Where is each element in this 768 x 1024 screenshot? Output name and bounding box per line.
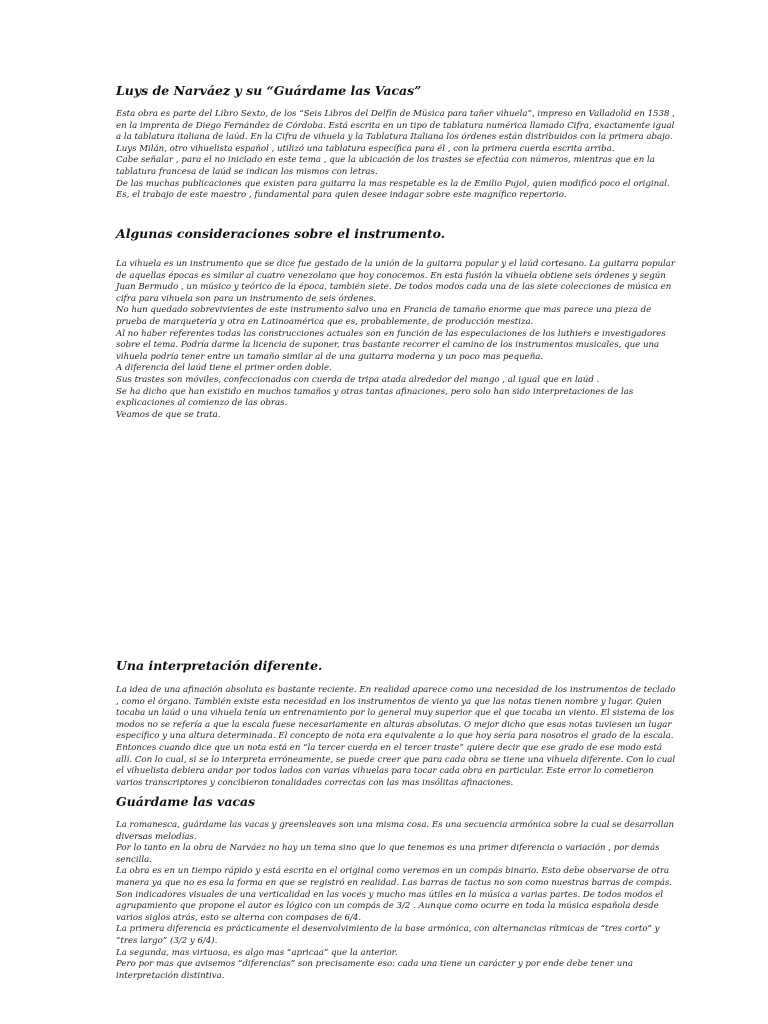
paragraph: A diferencia del laúd tiene el primer orden doble. <box>116 363 332 374</box>
section-body <box>116 820 676 982</box>
paragraph: La obra es en un tiempo rápido y está escrita en el original como veremos en un compás binario. Esto debe observarse de otra manera ya que no es esa la forma en que se registró en realidad. Las barras de tactus no son como nuestras barras de compás. Son indicadores visuales de una verticalidad en las voces y mucho mas útiles en la música a varias partes. De todos modos el agrupamiento que propone el autor es lógico con un compás de 3/2 . Aunque como ocurre en toda la música española desde varios siglos atrás, esto se alterna con compases de 6/4. <box>116 866 672 923</box>
section-heading: Una interpretación diferente. <box>116 658 323 673</box>
paragraph: La vihuela es un instrumento que se dice fue gestado de la unión de la guitarra popular y el laúd cortesano. La guitarra popular de aquellas épocas es similar al cuatro venezolano que hoy conocemos. En esta fusión la vihuela obtiene seis órdenes y según Juan Bermudo , un músico y teórico de la época, también siete. De todos modos cada una de las siete colecciones de música en cifra para vihuela son para un instrumento de seis órdenes. <box>116 259 675 304</box>
paragraph: Al no haber referentes todas las construcciones actuales son en función de las especulaciones de los luthiers e investigadores sobre el tema. Podría darme la licencia de suponer, tras bastante recorrer el camino de los instrumentos musicales, que una vihuela podría tener entre un tamaño similar al de una guitarra moderna y un poco mas pequeña. <box>116 328 666 362</box>
paragraph: Por lo tanto en la obra de Narváez no hay un tema sino que lo que tenemos es una primer diferencia o variación , por demás sencilla. <box>116 843 660 865</box>
section-different-interpretation <box>116 658 676 789</box>
paragraph: Sus trastes son móviles, confeccionados con cuerda de tripa atada alrededor del mango , al igual que en laúd . <box>116 374 600 385</box>
section-heading: Algunas consideraciones sobre el instrumento. <box>116 226 446 241</box>
paragraph: Pero por mas que avisemos “diferencias” son precisamente eso: cada una tiene un carácter y por ende debe tener una interpretación distintiva. <box>116 959 633 981</box>
paragraph: Se ha dicho que han existido en muchos tamaños y otras tantas afinaciones, pero solo han sido interpretaciones de las explicaciones al comienzo de las obras. <box>116 386 634 409</box>
paragraph: Esta obra es parte del Libro Sexto, de los “Seis Libros del Delfín de Música para tañer vihuela”, impreso en Valladolid en 1538 , en la imprenta de Diego Fernández de Córdoba. Está escrita en un tipo de tablatura numérica llamado Cifra, exactamente igual a la tablatura italiana de laúd. En la Cifra de vihuela y la Tablatura Italiana los órdenes están distribuidos con la primera abajo. Luys Milán, otro vihuelista español , utilizó una tablatura específica para él , con la primera cuerda escrita arriba. <box>116 109 675 154</box>
paragraph: De las muchas publicaciones que existen para guitarra la mas respetable es la de Emilio Pujol, quien modificó poco el original. Es, el trabajo de este maestro , fundamental para quien desee indagar sobre este magnífico repertorio. <box>116 178 670 201</box>
paragraph: La primera diferencia es prácticamente el desenvolvimiento de la base armónica, con alternancias rítmicas de “tres corto” y “tres largo” (3/2 y 6/4). <box>116 924 660 946</box>
paragraph: La segunda, mas virtuosa, es algo mas “apricaa” que la anterior. <box>116 947 398 958</box>
section-heading: Guárdame las vacas <box>116 794 256 809</box>
section-body <box>116 259 676 421</box>
paragraph: La romanesca, guárdame las vacas y greensleaves son una misma cosa. Es una secuencia armónica sobre la cual se desarrollan diversas melodías. <box>116 820 675 842</box>
paragraph: Cabe señalar , para el no iniciado en este tema , que la ubicación de los trastes se efectúa con números, mientras que en la tablatura francesa de laúd se indican los mismos con letras. <box>116 155 655 177</box>
section-body <box>116 685 676 789</box>
section-heading: Luys de Narváez y su “Guárdame las Vacas” <box>116 83 422 98</box>
section-narvaez-intro <box>116 83 676 202</box>
section-body <box>116 109 676 202</box>
paragraph: Veamos de que se trata. <box>116 409 221 420</box>
section-guardame-las-vacas <box>116 794 676 982</box>
section-instrument-considerations <box>116 226 676 421</box>
paragraph: La idea de una afinación absoluta es bastante reciente. En realidad aparece como una necesidad de los instrumentos de teclado , como el órgano. También existe esta necesidad en los instrumentos de viento ya que las notas tienen nombre y lugar. Quien tocaba un laúd o una vihuela tenía un entrenamiento por lo general muy superior que el que tocaba un viento. El sistema de los modos no se refería a que la escala fuese necesariamente en alturas absolutas. O mejor dicho que esas notas tuviesen un lugar específico y una altura determinada. El concepto de nota era equivalente a lo que hoy sería para nosotros el grado de la escala. Entonces cuando dice que un nota está en “la tercer cuerda en el tercer traste” quiere decir que ese grado de ese modo está allí. Con lo cual, si se lo interpreta erróneamente, se puede creer que para cada obra se tiene una vihuela diferente. Con lo cual el vihuelista debiera andar por todos lados con varias vihuelas para tocar cada obra en particular. Este error lo cometieron varios transcriptores y concibieron tonalidades correctas con las mas insólitas afinaciones. <box>116 685 676 788</box>
paragraph: No han quedado sobrevivientes de este instrumento salvo una en Francia de tamaño enorme que mas parece una pieza de prueba de marquetería y otra en Latinoamérica que es, probablemente, de producción mestiza. <box>116 305 652 327</box>
